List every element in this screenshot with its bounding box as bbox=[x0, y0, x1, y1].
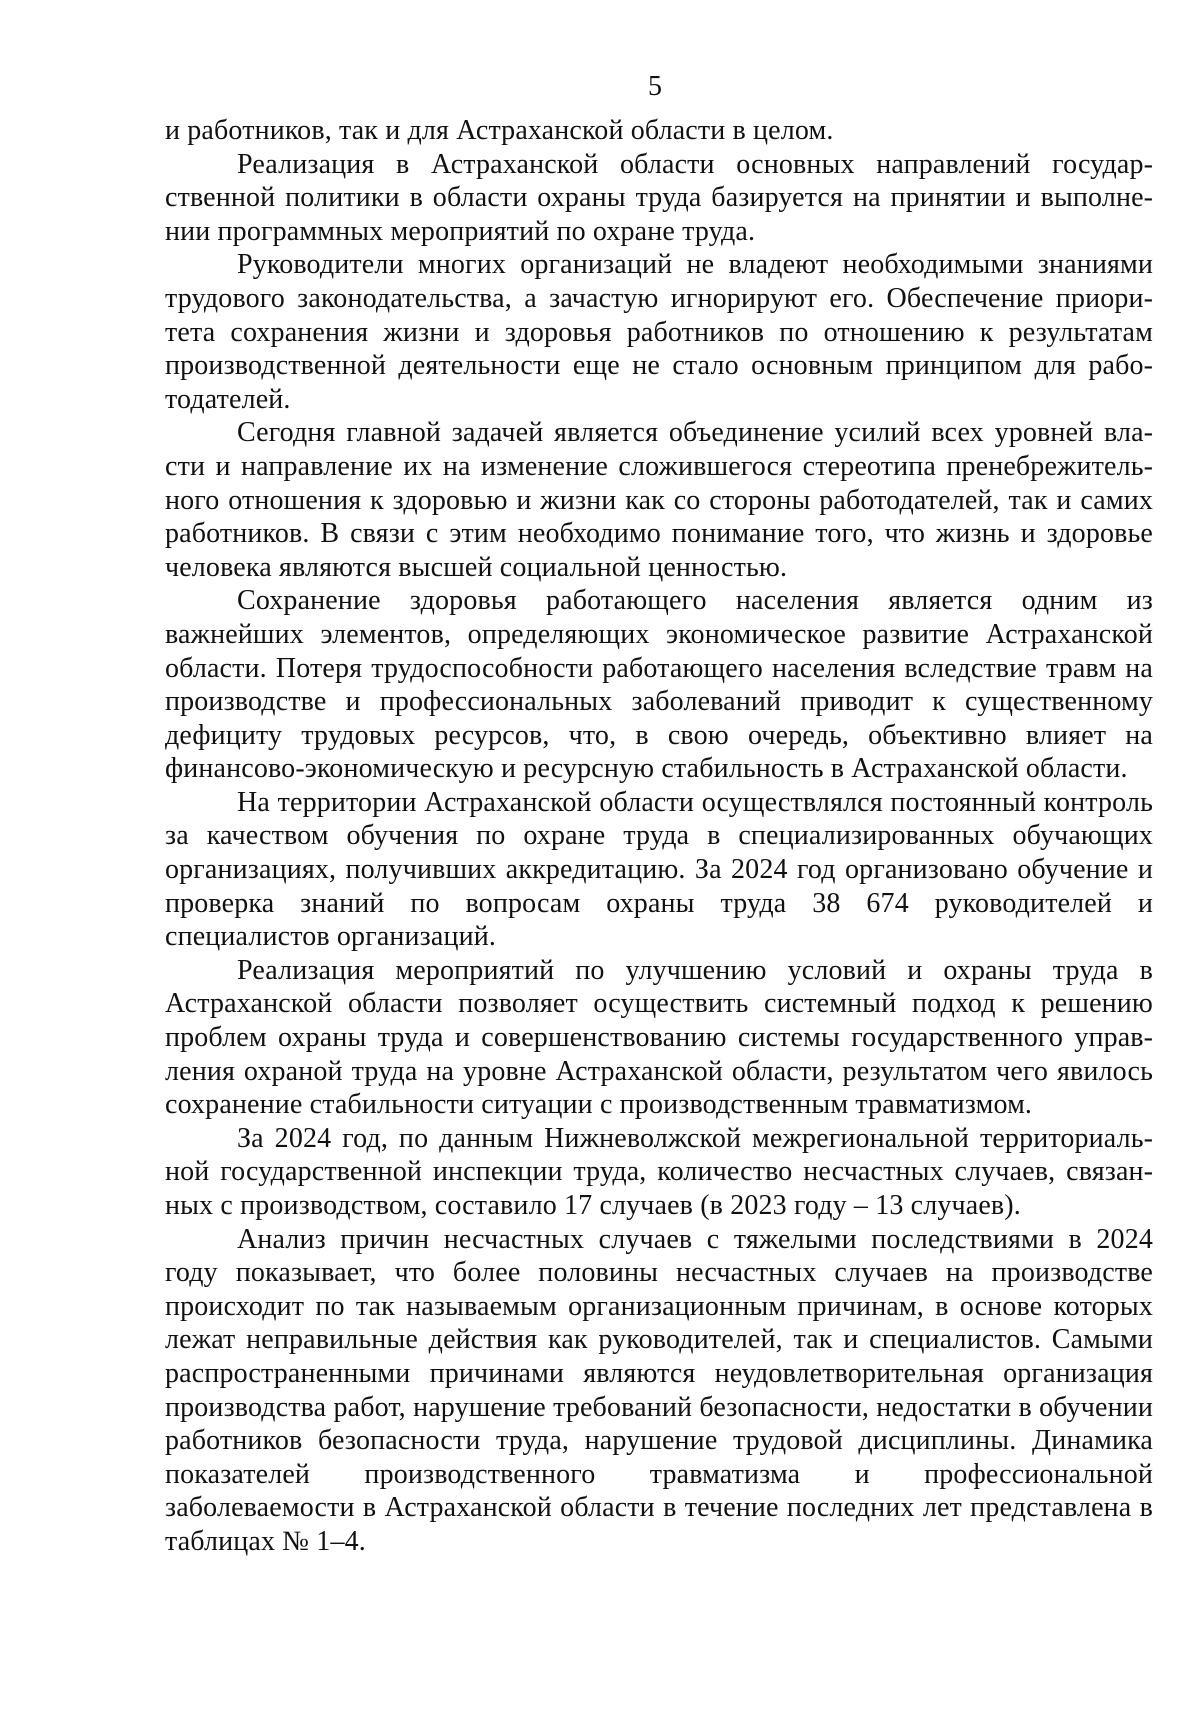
body-text bbox=[165, 114, 1153, 1559]
paragraph-managers-knowledge: Руководители многих организаций не владеют необходимыми знаниями трудового законодательства, а зачастую игнорируют его. Обеспечение приоритета сохранения жизни и здоровья работников по отношению к результатам производственной деятельности еще не стало основным принципом для работодателей. bbox=[165, 249, 1153, 415]
page-number: 5 bbox=[648, 71, 662, 102]
paragraph-measures-implementation: Реализация мероприятий по улучшению условий и охраны труда в Астраханской области позволяет осуществить системный подход к решению проблем охраны труда и совершенствованию системы государственного управления охраной труда на уровне Астраханской области, результатом чего явилось сохранение стабильности ситуации с производственным травматизмом. bbox=[165, 954, 1153, 1121]
paragraph-training-control: На территории Астраханской области осуществлялся постоянный контроль за качеством обучения по охране труда в специализированных обучающих организациях, получивших аккредитацию. За 2024 год организовано обучение и проверка знаний по вопросам охраны труда 38 674 руководителей и специалистов организаций. bbox=[165, 786, 1153, 953]
paragraph-policy-implementation: Реализация в Астраханской области основных направлений государственной политики в области охраны труда базируется на принятии и выполнении программных мероприятий по охране труда. bbox=[165, 148, 1153, 247]
paragraph-health-preservation: Сохранение здоровья работающего населения является одним из важнейших элементов, определяющих экономическое развитие Астраханской области. Потеря трудоспособности работающего населения вследствие травм на производстве и профессиональных заболеваний приводит к существенному дефициту трудовых ресурсов, что, в свою очередь, объективно влияет на финансово-экономическую и ресурсную стабильность в Астраханской области. bbox=[165, 585, 1153, 785]
paragraph-main-task: Сегодня главной задачей является объединение усилий всех уровней власти и направление их на изменение сложившегося стереотипа пренебрежительного отношения к здоровью и жизни как со стороны работодателей, так и самих работников. В связи с этим необходимо понимание того, что жизнь и здоровье человека являются высшей социальной ценностью. bbox=[165, 417, 1153, 583]
paragraph-accident-statistics: За 2024 год, по данным Нижневолжской межрегиональной территориальной государственной инспекции труда, количество несчастных случаев, связанных с производством, составило 17 случаев (в 2023 году – 13 случаев). bbox=[165, 1122, 1153, 1221]
paragraph-continued: и работников, так и для Астраханской области в целом. bbox=[165, 115, 834, 146]
paragraph-accident-analysis: Анализ причин несчастных случаев с тяжелыми последствиями в 2024 году показывает, что более половины несчастных случаев на производстве происходит по так называемым организационным причинам, в основе которых лежат неправильные действия как руководителей, так и специалистов. Самыми распространенными причинами являются неудовлетворительная организация производства работ, нарушение требований безопасности, недостатки в обучении работников безопасности труда, нарушение трудовой дисциплины. Динамика показателей производственного травматизма и профессиональной заболеваемости в Астраханской области в течение последних лет представлена в таблицах № 1–4. bbox=[165, 1223, 1153, 1557]
